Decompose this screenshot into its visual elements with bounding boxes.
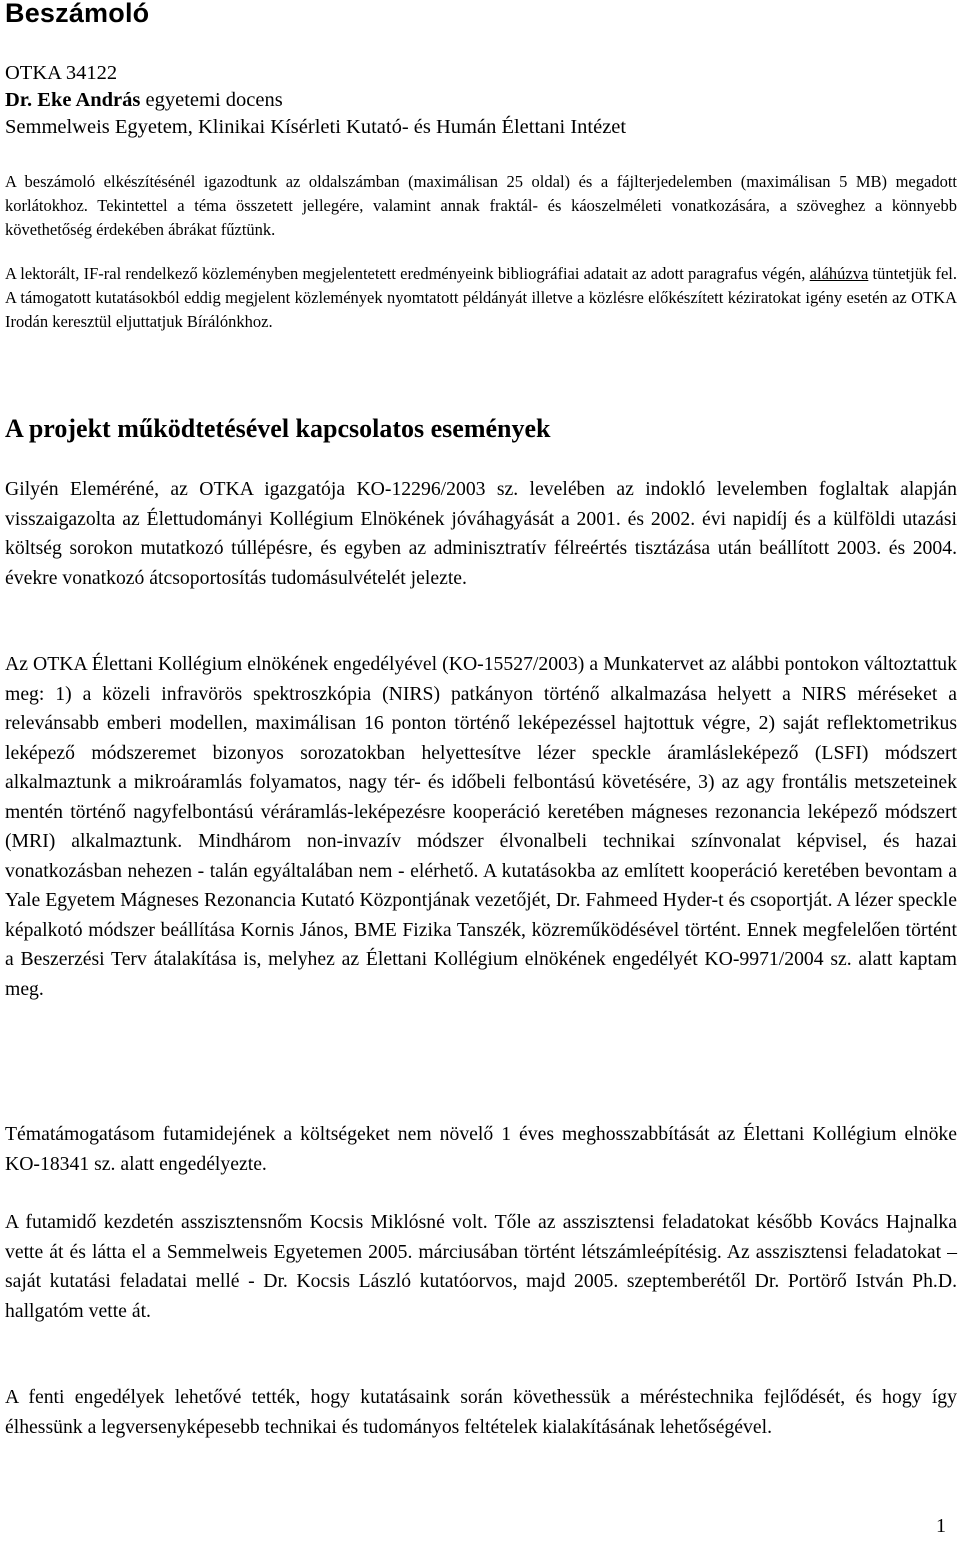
bibliography-note-paragraph (5, 262, 957, 334)
assistant-paragraph: A futamidő kezdetén asszisztensnőm Kocsis Miklósné volt. Tőle az asszisztensi feladatokat később Kovács Hajnalka vette át és látta el a Semmelweis Egyetemen 2005. márciusában történt létszámleépítésig. Az asszisztensi feladatokat – saját kutatási feladatai mellé - Dr. Kocsis László kutatóorvos, majd 2005. szeptemberétől Dr. Portörő István Ph.D. hallgatóm vette át. (5, 1211, 957, 1322)
section-heading: A projekt működtetésével kapcsolatos események (5, 414, 551, 443)
institution-name: Semmelweis Egyetem, Klinikai Kísérleti Kutató- és Humán Élettani Intézet (5, 116, 627, 138)
extension-paragraph: Tématámogatásom futamidejének a költségeket nem növelő 1 éves meghosszabbítását az Élettani Kollégium elnöke KO-18341 sz. alatt engedélyezte. (5, 1123, 957, 1175)
approval-paragraph: Gilyén Eleméréné, az OTKA igazgatója KO-12296/2003 sz. levelében az indokló levelemben foglaltak alapján visszaigazolta az Élettudományi Kollégium Elnökének jóváhagyását a 2001. és 2002. évi napidíj és a külföldi utazási költség sorokon mutatkozó túllépésre, és egyben az adminisztratív félreértés tisztázása után beállított 2003. és 2004. évekre vonatkozó átcsoportosítás tudomásulvételét jelezte. (5, 478, 957, 589)
investigator-name: Dr. Eke András (5, 89, 141, 111)
underlined-term: aláhúzva (809, 264, 869, 283)
page-number: 1 (936, 1515, 946, 1537)
bibliography-note-start: A lektorált, IF-ral rendelkező közleményben megjelentetett eredményeink bibliográfiai adatait az adott paragrafus végén, (5, 264, 810, 283)
document-title: Beszámoló (5, 0, 150, 28)
investigator-title: egyetemi docens (140, 89, 283, 111)
investigator-line (5, 87, 626, 114)
intro-paragraph: A beszámoló elkészítésénél igazodtunk az oldalszámban (maximálisan 25 oldal) és a fájlterjedelemben (maximálisan 5 MB) megadott korlátokhoz. Tekintettel a téma összetett jellegére, valamint annak fraktál- és káoszelméleti vonatkozására, a szöveghez a könnyebb követhetőség érdekében ábrákat fűztünk. (5, 172, 957, 239)
workplan-change-paragraph: Az OTKA Élettani Kollégium elnökének engedélyével (KO-15527/2003) a Munkatervet az alábbi pontokon változtattuk meg: 1) a közeli infravörös spektroszkópia (NIRS) patkányon történő alkalmazása helyett a NIRS méréseket a relevánsabb emberi modellen, maximálisan 16 ponton történő leképezéssel hajtottuk végre, 2) saját reflektometrikus leképező módszeremet bizonyos sorozatokban helyettesítve lézer speckle áramlásleképező (LSFI) módszert alkalmaztunk a mikroáramlás folyamatos, nagy tér- és időbeli felbontású követésére, 3) az agy frontális metszeteinek mentén történő nagyfelbontású véráramlás-leképezésre kooperáció keretében mágneses rezonancia leképező módszert (MRI) alkalmaztunk. Mindhárom non-invazív módszer élvonalbeli technikai színvonalat képvisel, és hazai vonatkozásban nehezen - talán egyáltalában nem - elérhető. A kutatásokba az említett kooperáció keretében bevontam a Yale Egyetem Mágneses Rezonancia Kutató Központjának vezetőjét, Dr. Fahmeed Hyder-t és csoportját. A lézer speckle képalkotó módszer beállítása Kornis János, BME Fizika Tanszék, közreműködésével történt. Ennek megfelelően történt a Beszerzési Terv átalakítása is, melyhez az Élettani Kollégium elnökének engedélyét KO-9971/2004 sz. alatt kaptam meg. (5, 653, 957, 1000)
grant-number: OTKA 34122 (5, 62, 118, 84)
project-header (5, 60, 626, 141)
bibliography-note-end: tüntetjük fel. A támogatott kutatásokból eddig megjelent közlemények nyomtatott példányát illetve a közlésre előkészített kéziratokat igény esetén az OTKA Irodán keresztül eljuttatjuk Bírálónkhoz. (5, 264, 957, 331)
closing-paragraph: A fenti engedélyek lehetővé tették, hogy kutatásaink során követhessük a méréstechnika fejlődését, és hogy így élhessünk a legversenyképesebb technikai és tudományos feltételek kialakításának lehetőségével. (5, 1386, 957, 1438)
